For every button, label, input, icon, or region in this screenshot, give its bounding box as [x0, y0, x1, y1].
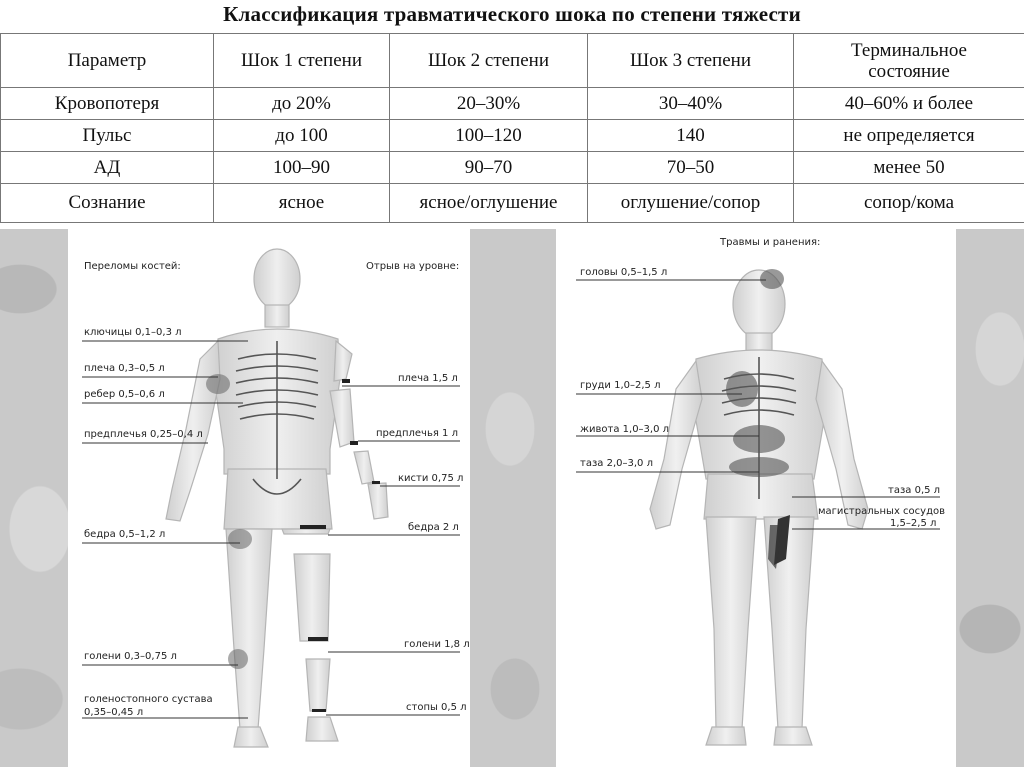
- table-cell: сопор/кома: [794, 184, 1024, 223]
- fracture-label: 0,35–0,45 л: [84, 707, 144, 718]
- column-header: Терминальное состояние: [794, 34, 1024, 88]
- injuries-heading: Травмы и ранения:: [720, 237, 821, 248]
- shock-classification-table: [0, 33, 1024, 223]
- column-header: Параметр: [1, 34, 214, 88]
- table-cell: оглушение/сопор: [588, 184, 794, 223]
- fracture-label: плеча 0,3–0,5 л: [84, 363, 165, 374]
- table-cell: 140: [588, 120, 794, 152]
- table-cell: Кровопотеря: [1, 88, 214, 120]
- skeleton-figure-left: [68, 229, 470, 767]
- amputation-label: голени 1,8 л: [404, 639, 470, 650]
- amputation-label: бедра 2 л: [408, 522, 459, 533]
- table-cell: менее 50: [794, 152, 1024, 184]
- fracture-label: ключицы 0,1–0,3 л: [84, 327, 182, 338]
- table-cell: ясное/оглушение: [390, 184, 588, 223]
- injury-label: живота 1,0–3,0 л: [580, 424, 670, 435]
- amputation-heading: Отрыв на уровне:: [366, 261, 460, 272]
- table-row: [1, 88, 1024, 120]
- injury-label: груди 1,0–2,5 л: [580, 380, 661, 391]
- page-title: Классификация травматического шока по степени тяжести: [223, 2, 801, 26]
- table-row: [1, 184, 1024, 223]
- table-cell: 100–120: [390, 120, 588, 152]
- amputation-label: плеча 1,5 л: [398, 373, 458, 384]
- table-cell: 30–40%: [588, 88, 794, 120]
- fracture-label: ребер 0,5–0,6 л: [84, 389, 165, 400]
- fracture-label: предплечья 0,25–0,4 л: [84, 429, 203, 440]
- column-header: Шок 1 степени: [214, 34, 390, 88]
- injury-label: головы 0,5–1,5 л: [580, 267, 668, 278]
- amputation-label: кисти 0,75 л: [398, 473, 464, 484]
- fractures-amputations-figure: [68, 229, 470, 767]
- table-cell: АД: [1, 152, 214, 184]
- table-cell: не определяется: [794, 120, 1024, 152]
- table-cell: 100–90: [214, 152, 390, 184]
- fractures-heading: Переломы костей:: [84, 261, 181, 272]
- column-header: Шок 2 степени: [390, 34, 588, 88]
- column-header: Шок 3 степени: [588, 34, 794, 88]
- skeleton-figure-right: [556, 229, 956, 767]
- table-cell: до 100: [214, 120, 390, 152]
- fracture-label: бедра 0,5–1,2 л: [84, 529, 166, 540]
- amputation-label: стопы 0,5 л: [406, 702, 467, 713]
- fracture-label: голеностопного сустава: [84, 694, 213, 705]
- table-cell: до 20%: [214, 88, 390, 120]
- table-row: [1, 152, 1024, 184]
- fracture-label: голени 0,3–0,75 л: [84, 651, 177, 662]
- injury-label: таза 2,0–3,0 л: [580, 458, 653, 469]
- table-row: [1, 120, 1024, 152]
- table-cell: Пульс: [1, 120, 214, 152]
- table-cell: 20–30%: [390, 88, 588, 120]
- injury-label: таза 0,5 л: [888, 485, 941, 496]
- injury-label: 1,5–2,5 л: [890, 518, 937, 529]
- camouflage-background: [0, 229, 1024, 767]
- table-cell: 70–50: [588, 152, 794, 184]
- table-header-row: [1, 34, 1024, 88]
- table-cell: 90–70: [390, 152, 588, 184]
- amputation-label: предплечья 1 л: [376, 428, 458, 439]
- injury-label: магистральных сосудов: [818, 506, 945, 517]
- table-cell: Сознание: [1, 184, 214, 223]
- table-cell: 40–60% и более: [794, 88, 1024, 120]
- table-cell: ясное: [214, 184, 390, 223]
- injuries-figure: [556, 229, 956, 767]
